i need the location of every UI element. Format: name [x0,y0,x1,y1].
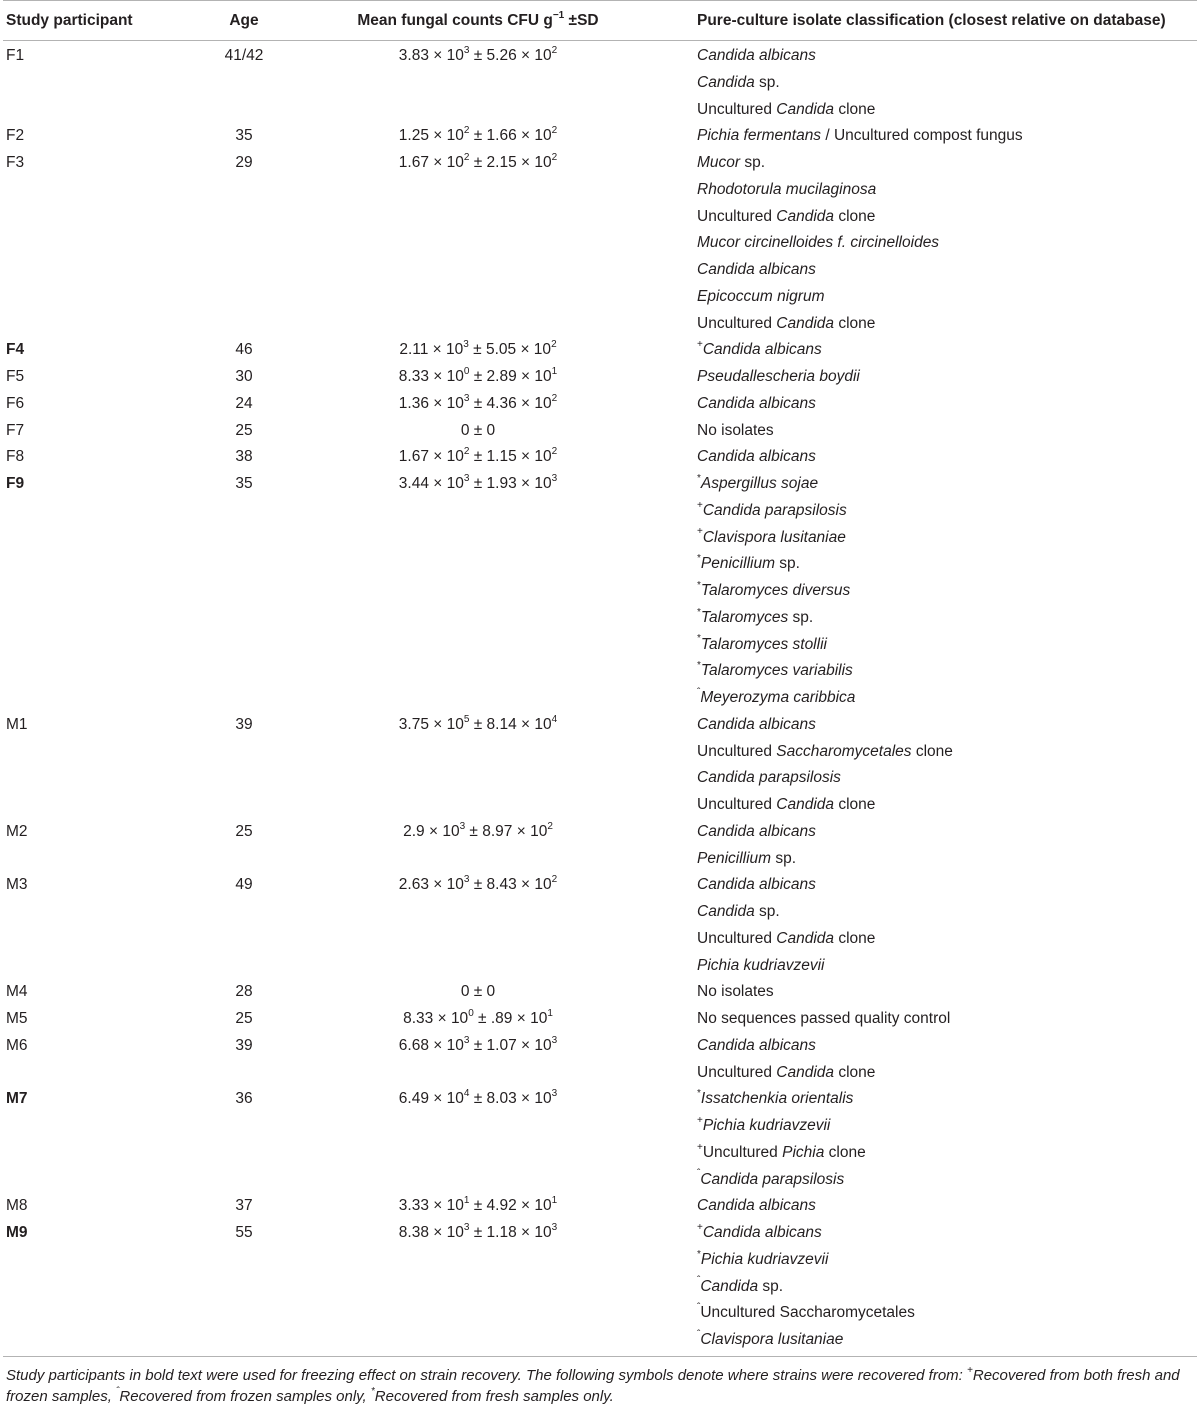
table-body [3,41,1197,1352]
participant-cell: F4 [6,341,25,359]
age-cell: 28 [235,983,253,1001]
count-cell: $1.67 \times 10^2 \pm 1.15 \times 10^2$ [398,446,558,466]
table-row [3,817,1197,844]
table-row [3,897,1197,924]
table-row [3,576,1197,603]
participant-cell: F9 [6,475,25,492]
isolate-cell: *Talaromyces variabilis [697,660,853,680]
table-row [3,1272,1197,1299]
count-cell: $8.33 \times 10^0 \pm 2.89 \times 10^1$ [398,365,558,385]
isolate-cell: *Talaromyces sp. [697,606,814,626]
age-cell: 24 [235,394,253,412]
isolate-cell: Uncultured Candida clone [697,1063,876,1081]
table-row [3,1191,1197,1218]
isolate-cell: Pichia kudriavzevii [697,956,825,974]
table-row [3,1165,1197,1192]
age-cell: 30 [235,368,253,385]
table-row [3,1138,1197,1165]
participant-cell: F3 [6,154,25,171]
table-footnote [3,1357,1197,1407]
isolate-cell: Uncultured Candida clone [697,929,876,947]
participant-cell: M4 [6,983,28,1001]
table-row [3,1004,1197,1031]
isolate-cell: $^ˆ$Uncultured Saccharomycetales [697,1302,915,1322]
participant-cell: M9 [6,1224,28,1241]
table-row [3,1031,1197,1058]
header-counts [308,9,648,30]
isolate-cell: *Talaromyces stollii [697,633,827,653]
isolate-cell: Candida sp. [697,73,780,91]
age-cell: 41/42 [224,47,264,64]
isolate-cell: $^ˆ$Candida parapsilosis [697,1168,845,1188]
participant-cell: M1 [6,715,28,733]
count-cell: $3.33 \times 10^1 \pm 4.92 \times 10^1$ [398,1195,558,1215]
table-row [3,416,1197,443]
age-cell: 39 [235,715,253,733]
age-cell: 37 [235,1197,253,1215]
table-row [3,683,1197,710]
isolate-cell: Epicoccum nigrum [697,287,825,305]
isolate-cell: *Talaromyces diversus [697,579,851,599]
isolate-cell: *Issatchenkia orientalis [697,1088,854,1108]
isolate-cell: Uncultured Candida clone [697,314,876,332]
participant-cell: F2 [6,127,25,145]
isolate-cell: Uncultured Saccharomycetales clone [697,742,953,760]
age-cell: 29 [235,154,253,171]
count-cell: $1.36 \times 10^3 \pm 4.36 \times 10^2$ [398,392,558,412]
table-row [3,68,1197,95]
table-row [3,442,1197,469]
isolate-cell: No isolates [697,983,774,1001]
count-cell: $8.33 \times 10^0 \pm .89 \times 10^1$ [403,1007,553,1027]
table-row [3,228,1197,255]
table-row [3,389,1197,416]
isolate-cell: Uncultured Candida clone [697,207,876,225]
table-row [3,763,1197,790]
age-cell: 25 [235,1010,253,1027]
isolate-cell: +Pichia kudriavzevii [697,1114,831,1134]
table-row [3,630,1197,657]
isolate-marker: * [697,553,701,565]
isolate-marker: * [697,660,701,672]
age-cell: 39 [235,1036,253,1054]
isolate-cell: Candida albicans [697,822,816,840]
participant-cell: M5 [6,1010,28,1027]
count-cell: $1.67 \times 10^2 \pm 2.15 \times 10^2$ [398,151,558,171]
isolate-cell: Candida albicans [697,876,816,894]
table-row [3,95,1197,122]
count-cell: $2.11 \times 10^3 \pm 5.05 \times 10^2$ [399,339,557,359]
isolate-cell: Candida parapsilosis [697,769,841,787]
isolate-marker: * [697,1248,701,1260]
table-row [3,362,1197,389]
age-cell: 35 [235,475,253,492]
isolate-marker: ˆ [697,1275,701,1287]
table-row [3,1245,1197,1272]
table-row [3,870,1197,897]
isolate-marker: * [697,606,701,618]
count-cell: $6.68 \times 10^3 \pm 1.07 \times 10^3$ [398,1034,558,1054]
table-row [3,844,1197,871]
isolate-marker: + [697,1114,703,1126]
table-row [3,309,1197,336]
table-container [3,0,1197,1407]
isolate-cell: Mucor sp. [697,154,766,171]
table-row [3,951,1197,978]
count-cell: $8.38 \times 10^3 \pm 1.18 \times 10^3$ [398,1221,558,1241]
table-row [3,656,1197,683]
isolate-marker: + [697,339,703,351]
footnote-text: Study participants in bold text were used for freezing effect on strain recovery. The following symbols denote where strains were recovered from: +Recovered from both fresh and frozen samples, $^ˆ$Recovered from frozen samples only, *Recovered from fresh samples only. [6,1364,1180,1405]
isolate-marker: * [697,633,701,645]
age-cell: 46 [235,341,253,359]
isolate-marker: + [697,499,703,511]
age-cell: 36 [235,1090,253,1108]
count-cell: $2.9 \times 10^3 \pm 8.97 \times 10^2$ [403,820,553,840]
isolate-cell: Candida albicans [697,1197,816,1215]
table-row [3,175,1197,202]
table-row [3,737,1197,764]
table-row [3,148,1197,175]
isolate-cell: *Aspergillus sojae [697,472,819,492]
isolate-marker: * [697,579,701,591]
isolate-cell: Candida albicans [697,394,816,412]
isolate-cell: +Candida albicans [697,339,822,359]
table-row [3,335,1197,362]
table-row [3,710,1197,737]
count-cell: $3.44 \times 10^3 \pm 1.93 \times 10^3$ [398,472,558,492]
isolate-cell: Rhodotorula mucilaginosa [697,180,877,198]
isolate-cell: Candida albicans [697,261,816,278]
count-cell: $3.83 \times 10^3 \pm 5.26 \times 10^2$ [398,44,558,64]
table-row [3,1298,1197,1325]
table-row [3,1058,1197,1085]
isolate-cell: Uncultured Candida clone [697,796,876,813]
isolate-marker: ˆ [697,1168,701,1180]
participant-cell: F6 [6,394,25,412]
isolate-cell: No sequences passed quality control [697,1010,951,1027]
isolate-marker: + [697,526,703,538]
isolate-cell: Penicillium sp. [697,849,797,867]
isolate-marker: ˆ [697,1302,701,1314]
isolate-cell: *Penicillium sp. [697,553,800,573]
participant-cell: F7 [6,421,25,439]
table-row [3,603,1197,630]
age-cell: 55 [235,1224,253,1241]
count-cell: $2.63 \times 10^3 \pm 8.43 \times 10^2$ [398,874,558,894]
table-row [3,1218,1197,1245]
isolate-cell: Uncultured Candida clone [697,100,876,118]
header-counts-text: Mean fungal counts CFU $g^{-1} \pm SD$ [357,9,599,29]
isolate-cell: Candida albicans [697,1036,816,1054]
table-row [3,282,1197,309]
isolate-cell: +Uncultured Pichia clone [697,1141,866,1161]
age-cell: 49 [235,876,253,894]
participant-cell: M8 [6,1197,28,1215]
isolate-cell: +Candida parapsilosis [697,499,847,519]
participant-cell: F8 [6,448,25,466]
isolate-cell: *Pichia kudriavzevii [697,1248,829,1268]
table-row [3,1084,1197,1111]
isolate-cell: Candida albicans [697,47,816,64]
table-row [3,202,1197,229]
header-participant: Study participant [6,12,133,29]
count-cell: $1.25 \times 10^2 \pm 1.66 \times 10^2$ [398,125,558,145]
isolate-cell: $^ˆ$Meyerozyma caribbica [697,686,856,706]
table-row [3,977,1197,1004]
isolate-cell: Pseudallescheria boydii [697,368,860,385]
table-row [3,790,1197,817]
participant-cell: F1 [6,47,25,64]
isolate-cell: Candida sp. [697,903,780,920]
count-cell: $6.49 \times 10^4 \pm 8.03 \times 10^3$ [398,1088,558,1108]
count-cell: $3.75 \times 10^5 \pm 8.14 \times 10^4$ [398,713,558,733]
table-row [3,1111,1197,1138]
participant-cell: M2 [6,822,28,840]
table-row [3,255,1197,282]
table-row [3,41,1197,68]
table-row [3,121,1197,148]
isolate-marker: ˆ [697,1328,701,1340]
isolate-cell: $^ˆ$Clavispora lusitaniae [697,1328,844,1348]
isolate-cell: $^ˆ$Candida sp. [697,1275,784,1295]
participant-cell: M3 [6,876,28,894]
isolate-cell: Candida albicans [697,448,816,466]
isolate-marker: ˆ [697,686,701,698]
table-header [3,0,1197,41]
isolate-cell: +Clavispora lusitaniae [697,526,846,546]
isolate-marker: + [697,1141,703,1153]
count-cell: 0 ± 0 [460,421,496,439]
isolate-marker: * [697,472,701,484]
isolate-cell: Pichia fermentans / Uncultured compost fungus [697,127,1023,145]
header-classification: Pure-culture isolate classification (closest relative on database) [697,12,1166,29]
table-row [3,549,1197,576]
header-age: Age [229,12,259,29]
table-row [3,469,1197,496]
table-row [3,523,1197,550]
age-cell: 25 [235,822,253,840]
count-cell: 0 ± 0 [460,983,496,1001]
table-row [3,496,1197,523]
participant-cell: F5 [6,368,25,385]
isolate-marker: + [697,1221,703,1233]
isolate-cell: Candida albicans [697,715,816,733]
isolate-cell: +Candida albicans [697,1221,822,1241]
age-cell: 25 [235,421,253,439]
isolate-cell: Mucor circinelloides f. circinelloides [697,234,940,252]
isolate-cell: No isolates [697,421,774,439]
isolate-marker: * [697,1088,701,1100]
age-cell: 38 [235,448,253,466]
table-row [3,1325,1197,1352]
age-cell: 35 [235,127,253,145]
participant-cell: M6 [6,1036,28,1054]
participant-cell: M7 [6,1090,28,1108]
table-row [3,924,1197,951]
